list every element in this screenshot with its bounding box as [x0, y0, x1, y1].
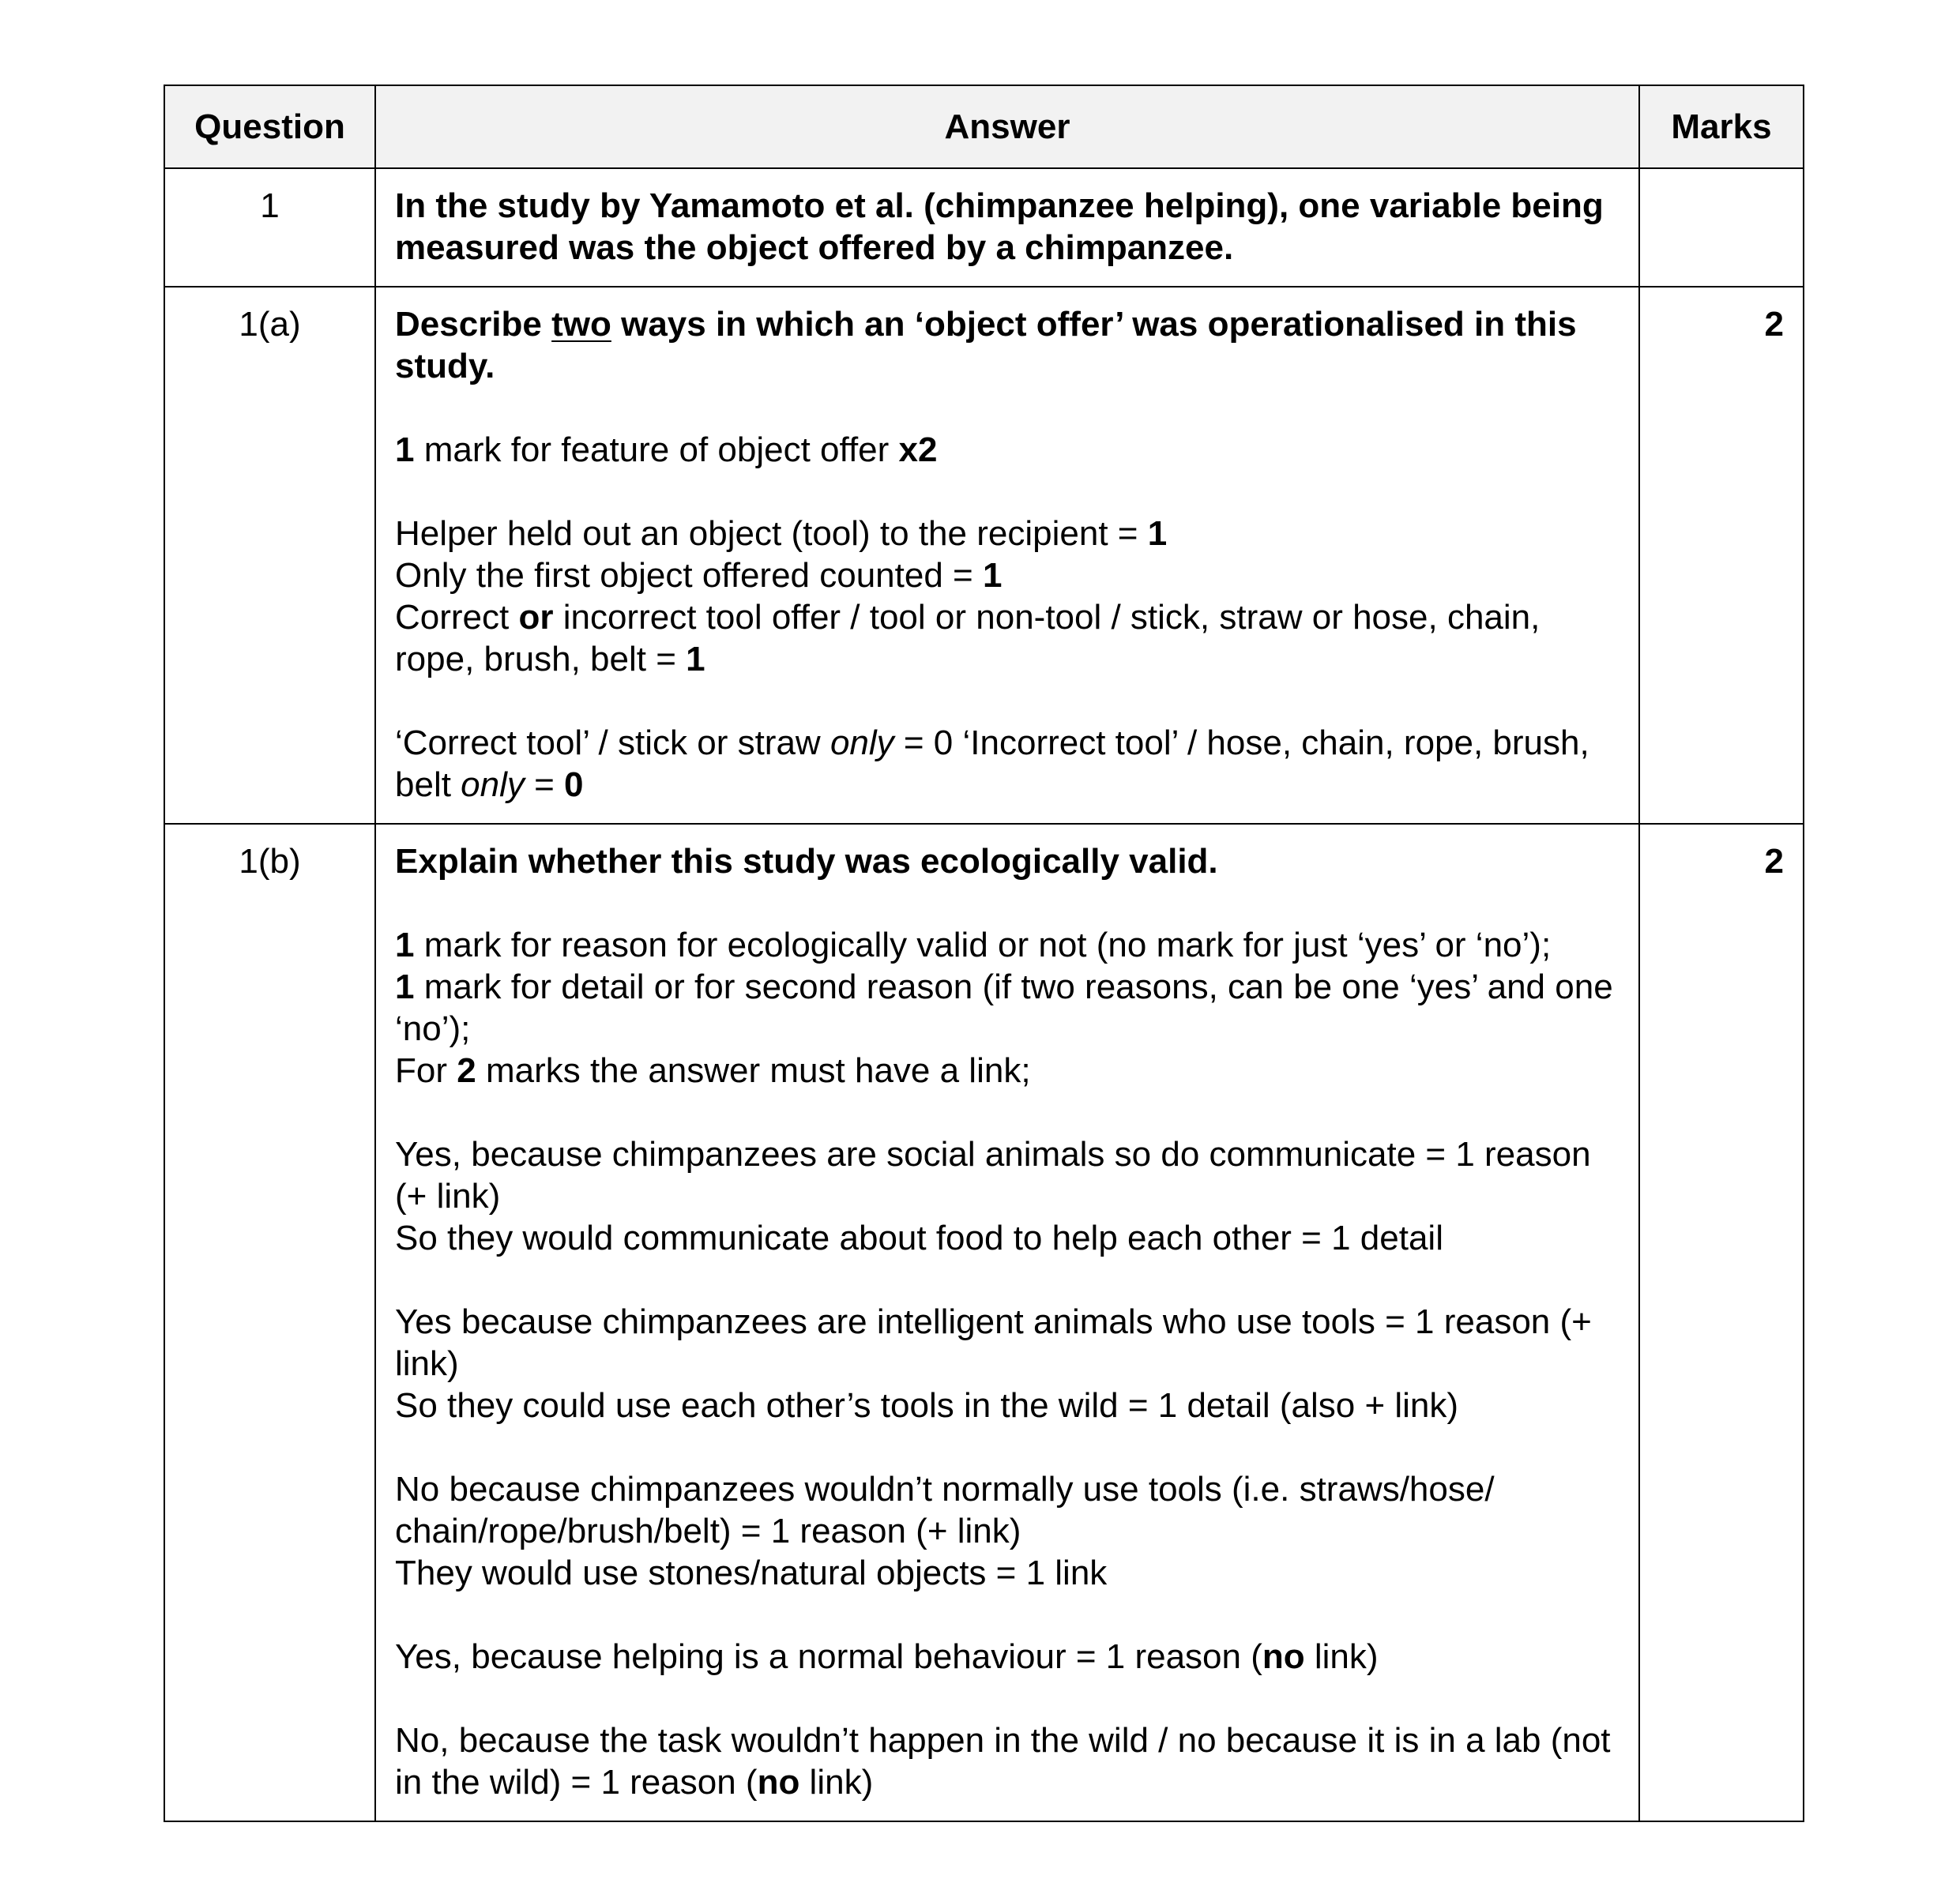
marks-cell	[1639, 168, 1804, 287]
mark-scheme-rule: 1 mark for feature of object offer x2	[395, 430, 938, 469]
answer-cell	[375, 168, 1639, 287]
question-number: 1	[164, 168, 375, 287]
answer-example: No, because the task wouldn’t happen in the wild / no because it is in a lab (not in the wild) = 1 reason (no link)	[395, 1721, 1611, 1802]
creditworthy-points	[395, 513, 1620, 680]
answer-example	[395, 1301, 1620, 1426]
answer-detail: So they would communicate about food to help each other = 1 detail	[395, 1219, 1443, 1257]
answer-detail: So they could use each other’s tools in the wild = 1 detail (also + link)	[395, 1386, 1459, 1425]
question-prompt: Describe two ways in which an ‘object offer’ was operationalised in this study.	[395, 305, 1577, 385]
answer-point: Only the first object offered counted = 1	[395, 556, 1003, 595]
question-number: 1(a)	[164, 287, 375, 824]
answer-reason: Yes because chimpanzees are intelligent animals who use tools = 1 reason (+ link)	[395, 1302, 1592, 1383]
answer-cell	[375, 824, 1639, 1821]
question-prompt: Explain whether this study was ecologically valid.	[395, 842, 1218, 881]
table-row-1	[164, 168, 1804, 287]
answer-cell	[375, 287, 1639, 824]
question-header: Question	[164, 85, 375, 168]
answer-point: Correct or incorrect tool offer / tool or non-tool / stick, straw or hose, chain, rope, brush, belt = 1	[395, 598, 1541, 678]
mark-scheme-rule	[395, 924, 1620, 1092]
scheme-line: For 2 marks the answer must have a link;	[395, 1051, 1031, 1090]
marks-cell: 2	[1639, 287, 1804, 824]
answer-example	[395, 1133, 1620, 1259]
scheme-line: 1 mark for reason for ecologically valid or not (no mark for just ‘yes’ or ‘no’);	[395, 926, 1552, 964]
marks-cell: 2	[1639, 824, 1804, 1821]
answer-example	[395, 1468, 1620, 1594]
answer-detail: They would use stones/natural objects = 1 link	[395, 1554, 1108, 1592]
answer-example: Yes, because helping is a normal behaviour = 1 reason (no link)	[395, 1637, 1379, 1676]
answer-header: Answer	[375, 85, 1639, 168]
scheme-line: 1 mark for detail or for second reason (if two reasons, can be one ‘yes’ and one ‘no’);	[395, 968, 1613, 1048]
answer-point: Helper held out an object (tool) to the recipient = 1	[395, 514, 1168, 553]
question-number: 1(b)	[164, 824, 375, 1821]
zero-mark-note: ‘Correct tool’ / stick or straw only = 0 ‘Incorrect tool’ / hose, chain, rope, brush, belt only = 0	[395, 723, 1589, 804]
marks-header: Marks	[1639, 85, 1804, 168]
table-row-1a	[164, 287, 1804, 824]
question-stem: In the study by Yamamoto et al. (chimpanzee helping), one variable being measured was the object offered by a chimpanzee.	[395, 186, 1604, 267]
mark-scheme-table	[164, 85, 1804, 1822]
table-row-1b	[164, 824, 1804, 1821]
answer-reason: Yes, because chimpanzees are social animals so do communicate = 1 reason (+ link)	[395, 1135, 1591, 1216]
header-row	[164, 85, 1804, 168]
answer-reason: No because chimpanzees wouldn’t normally use tools (i.e. straws/hose/ chain/rope/brush/belt) = 1 reason (+ link)	[395, 1470, 1495, 1550]
